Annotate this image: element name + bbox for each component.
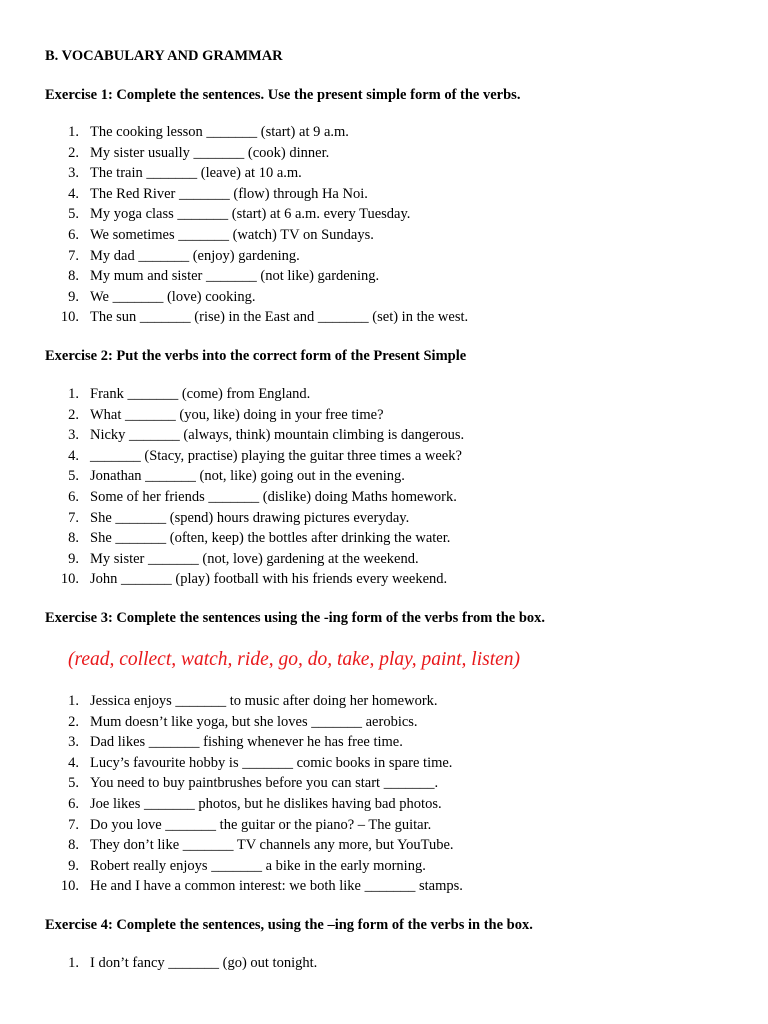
word-box: (read, collect, watch, ride, go, do, take, play, paint, listen)	[68, 649, 521, 670]
item-text: _______ (Stacy, practise) playing the guitar three times a week?	[90, 447, 462, 464]
item-text: Jonathan _______ (not, like) going out in the evening.	[90, 468, 405, 485]
item-text: Joe likes _______ photos, but he dislikes having bad photos.	[90, 795, 442, 812]
item-number: 3.	[68, 165, 79, 182]
item-text: Frank _______ (come) from England.	[90, 386, 311, 402]
item-number: 8.	[68, 530, 79, 547]
exercise-1-title: Exercise 1: Complete the sentences. Use the present simple form of the verbs.	[45, 87, 521, 103]
item-text: He and I have a common interest: we both like _______ stamps.	[90, 878, 463, 895]
item-text: The cooking lesson _______ (start) at 9 a.m.	[90, 124, 349, 140]
item-text: They don’t like _______ TV channels any more, but YouTube.	[90, 837, 454, 854]
item-number: 10.	[60, 878, 79, 895]
item-number: 1.	[68, 955, 79, 971]
item-number: 4.	[68, 754, 79, 771]
item-number: 10.	[60, 571, 79, 588]
item-number: 7.	[68, 247, 79, 264]
item-text: We _______ (love) cooking.	[90, 288, 256, 305]
section-title: B. VOCABULARY AND GRAMMAR	[45, 48, 283, 64]
item-number: 6.	[68, 226, 79, 243]
item-number: 4.	[68, 185, 79, 202]
item-number: 3.	[68, 734, 79, 751]
item-number: 2.	[68, 713, 79, 730]
item-text: She _______ (spend) hours drawing pictures everyday.	[90, 509, 410, 526]
item-text: The sun _______ (rise) in the East and _______ (set) in the west.	[90, 309, 469, 326]
item-number: 6.	[68, 795, 79, 812]
item-number: 9.	[68, 550, 79, 567]
item-text: The train _______ (leave) at 10 a.m.	[90, 165, 302, 182]
item-text: Some of her friends _______ (dislike) doing Maths homework.	[90, 488, 457, 505]
item-number: 5.	[68, 468, 79, 485]
exercise-2-title: Exercise 2: Put the verbs into the correct form of the Present Simple	[45, 348, 467, 364]
item-text: You need to buy paintbrushes before you can start _______.	[90, 775, 439, 792]
exercise-3-title: Exercise 3: Complete the sentences using the -ing form of the verbs from the box.	[45, 610, 546, 626]
item-number: 6.	[68, 488, 79, 505]
item-text: What _______ (you, like) doing in your free time?	[90, 406, 384, 423]
item-text: My sister usually _______ (cook) dinner.	[90, 144, 330, 161]
item-number: 5.	[68, 206, 79, 223]
item-number: 4.	[68, 447, 79, 464]
item-text: Jessica enjoys _______ to music after doing her homework.	[90, 693, 438, 709]
item-number: 9.	[68, 288, 79, 305]
item-number: 2.	[68, 144, 79, 161]
item-text: Lucy’s favourite hobby is _______ comic books in spare time.	[90, 754, 453, 771]
item-number: 1.	[68, 693, 79, 709]
item-number: 10.	[60, 309, 79, 326]
item-number: 2.	[68, 406, 79, 423]
item-number: 8.	[68, 837, 79, 854]
item-text: Nicky _______ (always, think) mountain climbing is dangerous.	[90, 427, 465, 444]
item-text: Dad likes _______ fishing whenever he has free time.	[90, 734, 403, 751]
item-text: My yoga class _______ (start) at 6 a.m. every Tuesday.	[90, 206, 411, 223]
item-number: 7.	[68, 816, 79, 833]
item-text: She _______ (often, keep) the bottles after drinking the water.	[90, 530, 451, 547]
item-number: 8.	[68, 268, 79, 285]
item-text: Robert really enjoys _______ a bike in the early morning.	[90, 857, 426, 874]
item-number: 9.	[68, 857, 79, 874]
item-text: My dad _______ (enjoy) gardening.	[90, 247, 300, 264]
item-number: 5.	[68, 775, 79, 792]
item-text: My mum and sister _______ (not like) gardening.	[90, 268, 380, 285]
item-number: 1.	[68, 386, 79, 402]
item-text: My sister _______ (not, love) gardening at the weekend.	[90, 550, 419, 567]
item-text: I don’t fancy _______ (go) out tonight.	[90, 955, 318, 971]
item-text: Mum doesn’t like yoga, but she loves _______ aerobics.	[90, 713, 418, 730]
item-number: 1.	[68, 124, 79, 140]
item-number: 3.	[68, 427, 79, 444]
item-text: Do you love _______ the guitar or the piano? – The guitar.	[90, 816, 432, 833]
exercise-4-title: Exercise 4: Complete the sentences, using the –ing form of the verbs in the box.	[45, 917, 533, 933]
item-text: The Red River _______ (flow) through Ha Noi.	[90, 185, 368, 202]
item-text: John _______ (play) football with his friends every weekend.	[90, 571, 448, 588]
item-text: We sometimes _______ (watch) TV on Sundays.	[90, 226, 374, 243]
item-number: 7.	[68, 509, 79, 526]
